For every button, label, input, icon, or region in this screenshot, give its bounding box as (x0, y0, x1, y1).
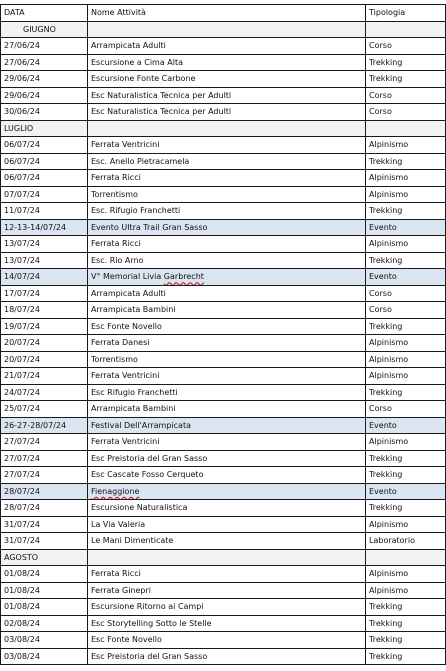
type-cell: Trekking (366, 318, 446, 335)
type-cell: Trekking (366, 384, 446, 401)
date-cell: 20/07/24 (1, 351, 88, 368)
month-label: AGOSTO (1, 549, 88, 566)
type-cell: Evento (366, 219, 446, 236)
activity-cell: Esc Preistoria del Gran Sasso (88, 450, 366, 467)
table-row (1, 335, 446, 352)
table-row (1, 648, 446, 665)
table-row (1, 153, 446, 170)
date-cell: 25/07/24 (1, 401, 88, 418)
date-cell: 21/07/24 (1, 368, 88, 385)
type-cell: Alpinismo (366, 516, 446, 533)
type-cell: Alpinismo (366, 335, 446, 352)
date-cell: 28/07/24 (1, 500, 88, 517)
header-row (1, 5, 446, 22)
header-activity: Nome Attività (88, 5, 366, 22)
activity-cell (88, 483, 366, 500)
date-cell: 01/08/24 (1, 566, 88, 583)
type-cell: Alpinismo (366, 368, 446, 385)
table-row (1, 236, 446, 253)
activity-cell: Ferrata Ricci (88, 236, 366, 253)
type-cell: Corso (366, 87, 446, 104)
type-cell: Trekking (366, 71, 446, 88)
type-cell: Alpinismo (366, 351, 446, 368)
type-cell: Trekking (366, 54, 446, 71)
date-cell: 31/07/24 (1, 516, 88, 533)
table-row (1, 533, 446, 550)
date-cell: 13/07/24 (1, 252, 88, 269)
date-cell: 26-27-28/07/24 (1, 417, 88, 434)
activity-cell: Esc Rifugio Franchetti (88, 384, 366, 401)
table-row (1, 252, 446, 269)
type-cell: Corso (366, 401, 446, 418)
table-row (1, 516, 446, 533)
type-cell: Trekking (366, 203, 446, 220)
activity-cell: Esc. Rio Arno (88, 252, 366, 269)
activity-cell: Esc Storytelling Sotto le Stelle (88, 615, 366, 632)
type-cell: Alpinismo (366, 566, 446, 583)
activity-cell: Esc Naturalistica Tecnica per Adulti (88, 104, 366, 121)
type-cell: Evento (366, 269, 446, 286)
date-cell: 06/07/24 (1, 170, 88, 187)
type-cell: Trekking (366, 450, 446, 467)
table-body (1, 21, 446, 665)
table-row (1, 351, 446, 368)
type-cell: Trekking (366, 648, 446, 665)
activity-cell: Le Mani Dimenticate (88, 533, 366, 550)
activity-cell: Esc Fonte Novello (88, 318, 366, 335)
table-row (1, 368, 446, 385)
date-cell: 13/07/24 (1, 236, 88, 253)
activity-cell: La Via Valeria (88, 516, 366, 533)
activity-cell: Escursione Naturalistica (88, 500, 366, 517)
activity-cell: Arrampicata Bambini (88, 401, 366, 418)
activity-cell: Escursione Ritorno ai Campi (88, 599, 366, 616)
type-cell: Alpinismo (366, 582, 446, 599)
month-row-agosto (1, 549, 446, 566)
activity-cell: Ferrata Ventricini (88, 434, 366, 451)
table-row (1, 582, 446, 599)
table-row (1, 170, 446, 187)
table-row (1, 434, 446, 451)
date-cell: 31/07/24 (1, 533, 88, 550)
month-label: GIUGNO (1, 21, 88, 38)
activity-cell: Arrampicata Bambini (88, 302, 366, 319)
type-cell: Corso (366, 38, 446, 55)
table-row (1, 87, 446, 104)
activity-cell: Ferrata Ricci (88, 566, 366, 583)
date-cell: 11/07/24 (1, 203, 88, 220)
table-row (1, 483, 446, 500)
date-cell: 29/06/24 (1, 87, 88, 104)
activity-cell: Escursione Fonte Carbone (88, 71, 366, 88)
date-cell: 20/07/24 (1, 335, 88, 352)
table-row (1, 285, 446, 302)
date-cell: 18/07/24 (1, 302, 88, 319)
type-cell: Trekking (366, 252, 446, 269)
spellcheck-flagged-word: Garbrecht (163, 272, 204, 282)
header-date: DATA (1, 5, 88, 22)
table-row (1, 54, 446, 71)
type-cell: Evento (366, 417, 446, 434)
activity-cell: Ferrata Ricci (88, 170, 366, 187)
type-cell: Evento (366, 483, 446, 500)
type-cell: Alpinismo (366, 186, 446, 203)
type-cell: Trekking (366, 153, 446, 170)
activities-table (0, 4, 446, 665)
month-empty-cell (366, 549, 446, 566)
date-cell: 27/07/24 (1, 467, 88, 484)
type-cell: Trekking (366, 632, 446, 649)
type-cell: Corso (366, 285, 446, 302)
date-cell: 27/06/24 (1, 38, 88, 55)
month-row-giugno (1, 21, 446, 38)
month-empty-cell (88, 21, 366, 38)
activity-cell: Evento Ultra Trail Gran Sasso (88, 219, 366, 236)
table-row (1, 302, 446, 319)
month-label: LUGLIO (1, 120, 88, 137)
table-row (1, 318, 446, 335)
date-cell: 17/07/24 (1, 285, 88, 302)
month-empty-cell (88, 120, 366, 137)
date-cell: 19/07/24 (1, 318, 88, 335)
activity-cell: Esc Fonte Novello (88, 632, 366, 649)
month-empty-cell (88, 549, 366, 566)
date-cell: 03/08/24 (1, 648, 88, 665)
activity-cell: Torrentismo (88, 351, 366, 368)
type-cell: Alpinismo (366, 236, 446, 253)
activity-cell: Esc. Anello Pietracamela (88, 153, 366, 170)
activity-cell: Esc Cascate Fosso Cerqueto (88, 467, 366, 484)
table-row (1, 632, 446, 649)
type-cell: Laboratorio (366, 533, 446, 550)
activity-cell: Festival Dell'Arrampicata (88, 417, 366, 434)
table-row (1, 401, 446, 418)
month-row-luglio (1, 120, 446, 137)
date-cell: 14/07/24 (1, 269, 88, 286)
date-cell: 27/06/24 (1, 54, 88, 71)
type-cell: Trekking (366, 467, 446, 484)
table-row (1, 599, 446, 616)
date-cell: 24/07/24 (1, 384, 88, 401)
table-row (1, 566, 446, 583)
activity-cell: Arrampicata Adulti (88, 285, 366, 302)
table-row (1, 417, 446, 434)
date-cell: 02/08/24 (1, 615, 88, 632)
type-cell: Corso (366, 302, 446, 319)
activity-cell: Esc Naturalistica Tecnica per Adulti (88, 87, 366, 104)
month-empty-cell (366, 120, 446, 137)
date-cell: 12-13-14/07/24 (1, 219, 88, 236)
type-cell: Alpinismo (366, 170, 446, 187)
date-cell: 29/06/24 (1, 71, 88, 88)
table-row (1, 384, 446, 401)
table-row (1, 219, 446, 236)
date-cell: 07/07/24 (1, 186, 88, 203)
table-row (1, 500, 446, 517)
date-cell: 30/06/24 (1, 104, 88, 121)
table-row (1, 269, 446, 286)
month-empty-cell (366, 21, 446, 38)
table-row (1, 38, 446, 55)
table-row (1, 137, 446, 154)
table-row (1, 203, 446, 220)
table-row (1, 71, 446, 88)
table-row (1, 450, 446, 467)
type-cell: Alpinismo (366, 434, 446, 451)
table-row (1, 104, 446, 121)
activity-cell: V° Memorial Livia Garbrecht (88, 269, 366, 286)
table-row (1, 186, 446, 203)
spellcheck-flagged-word: Fienaggione (91, 486, 140, 496)
date-cell: 27/07/24 (1, 434, 88, 451)
activity-cell: Ferrata Danesi (88, 335, 366, 352)
activity-cell: Arrampicata Adulti (88, 38, 366, 55)
header-type: Tipologia (366, 5, 446, 22)
activity-cell: Esc. Rifugio Franchetti (88, 203, 366, 220)
type-cell: Trekking (366, 500, 446, 517)
type-cell: Corso (366, 104, 446, 121)
activity-cell: Torrentismo (88, 186, 366, 203)
date-cell: 01/08/24 (1, 582, 88, 599)
activity-cell: Ferrata Ginepri (88, 582, 366, 599)
type-cell: Trekking (366, 615, 446, 632)
type-cell: Trekking (366, 599, 446, 616)
activity-cell: Ferrata Ventricini (88, 368, 366, 385)
activity-cell: Esc Preistoria del Gran Sasso (88, 648, 366, 665)
date-cell: 06/07/24 (1, 137, 88, 154)
date-cell: 03/08/24 (1, 632, 88, 649)
activity-cell: Ferrata Ventricini (88, 137, 366, 154)
date-cell: 06/07/24 (1, 153, 88, 170)
date-cell: 27/07/24 (1, 450, 88, 467)
date-cell: 01/08/24 (1, 599, 88, 616)
date-cell: 28/07/24 (1, 483, 88, 500)
table-row (1, 467, 446, 484)
type-cell: Alpinismo (366, 137, 446, 154)
activity-cell: Escursione a Cima Alta (88, 54, 366, 71)
table-row (1, 615, 446, 632)
